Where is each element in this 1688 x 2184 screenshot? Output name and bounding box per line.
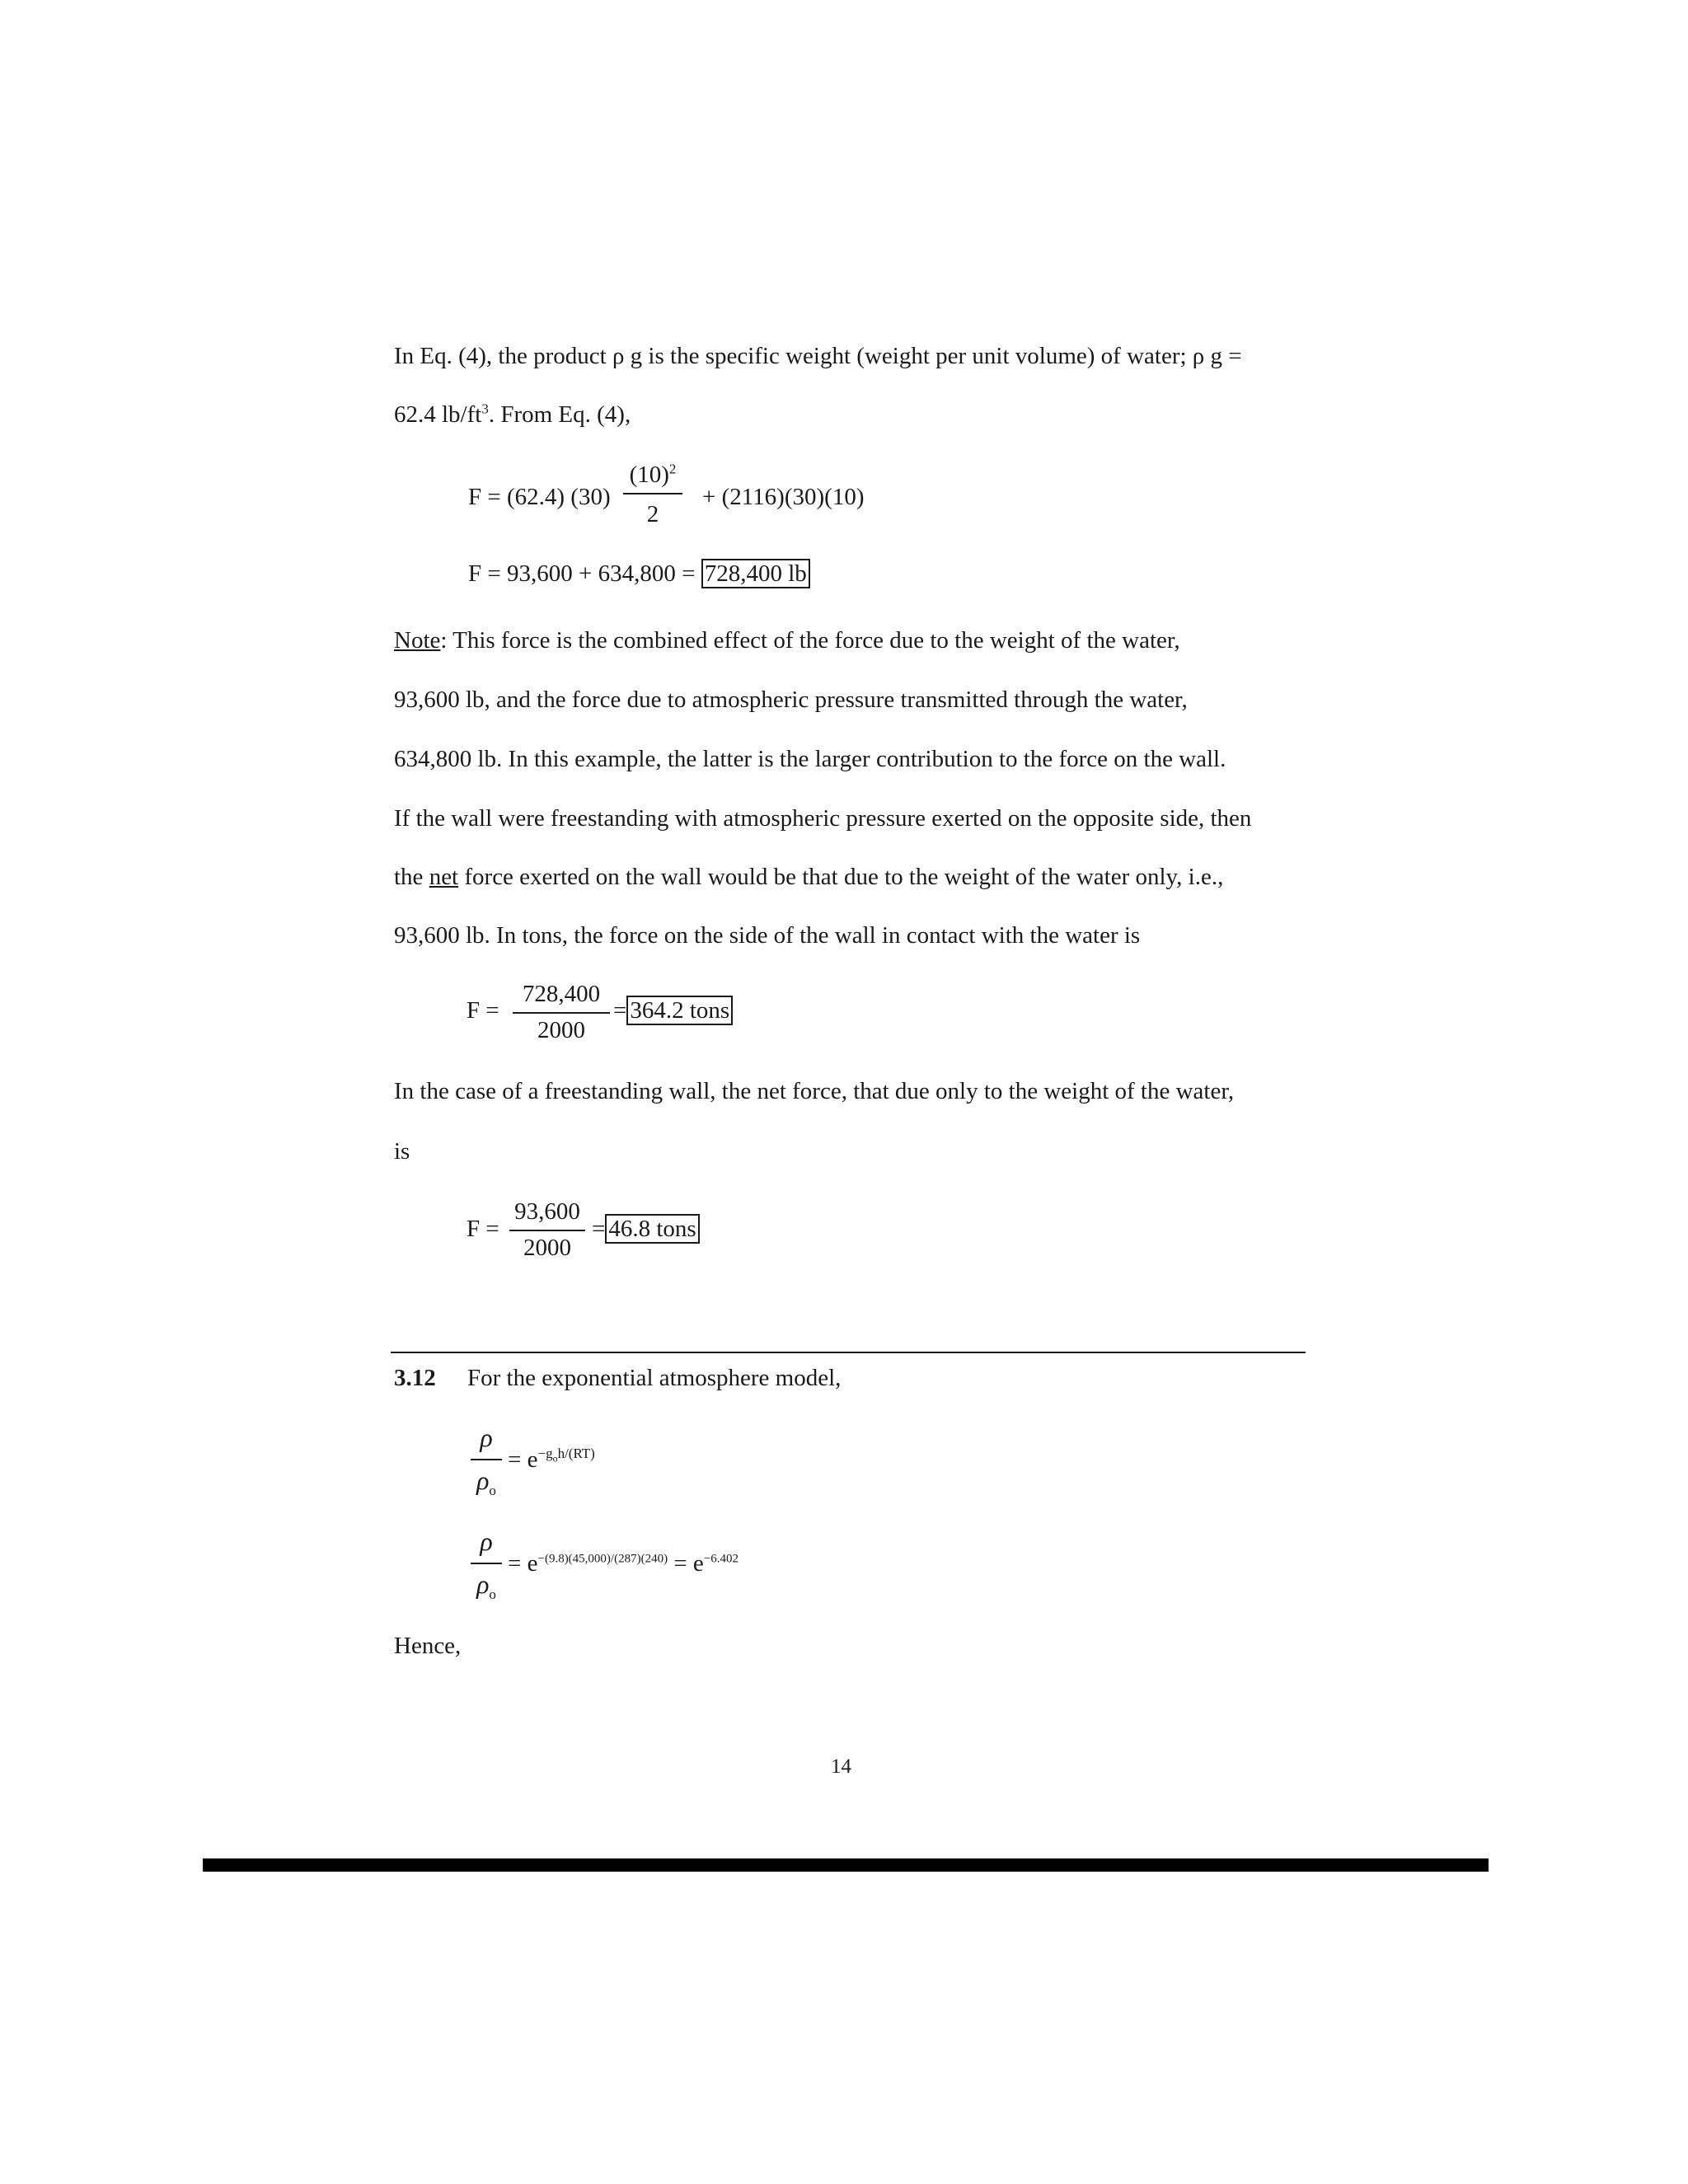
fraction-denominator: 2: [646, 501, 659, 527]
note-line: 93,600 lb. In tons, the force on the side of the wall in contact with the water is: [394, 922, 1141, 949]
paragraph-line: In Eq. (4), the product ρ g is the specific weight (weight per unit volume) of water; ρ g =: [394, 343, 1242, 369]
superscript: 3: [481, 401, 489, 417]
note-line: 93,600 lb, and the force due to atmospheric pressure transmitted through the water,: [394, 687, 1188, 713]
text: h/(RT): [557, 1446, 595, 1462]
paragraph-line: [394, 403, 631, 427]
equation: [468, 562, 810, 586]
text: (10): [629, 462, 669, 488]
paragraph-line: is: [394, 1138, 410, 1165]
superscript: 2: [668, 461, 677, 477]
rho-symbol: ρ: [476, 1569, 490, 1599]
text: = e: [508, 1446, 538, 1473]
exponent: [537, 1446, 595, 1465]
fraction-bar: [509, 1230, 585, 1231]
exponent: −(9.8)(45,000)/(287)(240): [537, 1552, 668, 1566]
text: the: [394, 864, 429, 890]
fraction-numerator: 728,400: [522, 981, 601, 1007]
fraction-bar: [513, 1012, 610, 1014]
underlined-text: net: [429, 864, 459, 890]
boxed-answer: 46.8 tons: [605, 1214, 699, 1244]
text: = e: [673, 1550, 704, 1577]
text: = e: [508, 1550, 538, 1577]
fraction-denominator: [468, 1569, 504, 1606]
rho-symbol: ρ: [476, 1465, 490, 1495]
fraction-denominator: [468, 1465, 504, 1502]
bottom-bar: [203, 1858, 1489, 1872]
subscript: o: [489, 1482, 496, 1498]
boxed-answer: 728,400 lb: [701, 559, 810, 588]
text: −g: [537, 1446, 553, 1462]
rho-symbol: ρ: [480, 1422, 493, 1452]
equals-sign: =: [592, 1216, 606, 1242]
fraction-numerator: [468, 1422, 504, 1452]
fraction-bar: [623, 493, 682, 494]
fraction-numerator: [620, 463, 686, 487]
subscript: o: [489, 1586, 496, 1602]
equation-lhs: F =: [467, 997, 499, 1024]
note-line: If the wall were freestanding with atmospheric pressure exerted on the opposite side, then: [394, 805, 1252, 832]
fraction-numerator: 93,600: [514, 1198, 580, 1225]
text: . From Eq. (4),: [488, 401, 631, 428]
paragraph-line: In the case of a freestanding wall, the net force, that due only to the weight of the water,: [394, 1078, 1235, 1104]
text: force exerted on the wall would be that due to the weight of the water only, i.e.,: [458, 864, 1224, 890]
equation: [592, 1217, 700, 1241]
equation-lhs: F = (62.4) (30): [468, 484, 611, 510]
fraction-denominator: 2000: [537, 1017, 585, 1043]
note-line: 634,800 lb. In this example, the latter is the larger contribution to the force on the wall.: [394, 746, 1226, 772]
subscript: o: [552, 1452, 558, 1465]
equation: [508, 1448, 595, 1472]
text: : This force is the combined effect of the force due to the weight of the water,: [440, 627, 1180, 654]
rho-symbol: ρ: [480, 1526, 493, 1556]
fraction-bar: [471, 1459, 502, 1460]
note-line: [394, 629, 1180, 653]
section-title: For the exponential atmosphere model,: [467, 1365, 842, 1391]
note-label: Note: [394, 627, 441, 654]
exponent: −6.402: [703, 1552, 739, 1566]
fraction-bar: [471, 1563, 502, 1564]
section-number: 3.12: [394, 1365, 436, 1391]
equation-rhs: + (2116)(30)(10): [702, 484, 865, 510]
equation: [613, 999, 733, 1023]
boxed-answer: 364.2 tons: [626, 996, 733, 1025]
text: F = 93,600 + 634,800 =: [468, 560, 696, 587]
note-line: [394, 865, 1223, 889]
page-number: 14: [831, 1755, 851, 1778]
fraction-numerator: [468, 1526, 504, 1556]
text: 62.4 lb/ft: [394, 401, 482, 428]
equation-lhs: F =: [467, 1216, 499, 1242]
fraction-denominator: 2000: [523, 1235, 571, 1261]
equals-sign: =: [613, 997, 627, 1024]
section-divider: [391, 1352, 1306, 1353]
paragraph-line: Hence,: [394, 1633, 462, 1659]
equation: [508, 1552, 738, 1576]
